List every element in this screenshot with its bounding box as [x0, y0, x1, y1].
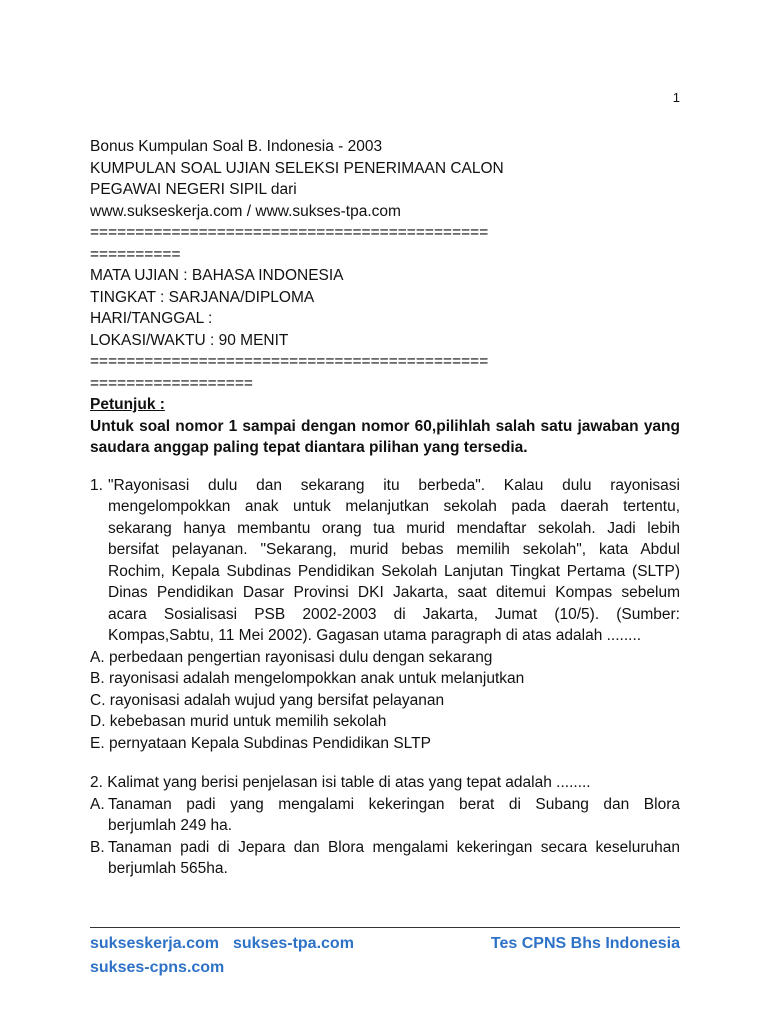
answer-option: A. perbedaan pengertian rayonisasi dulu dengan sekarang: [90, 648, 493, 666]
question-2: [90, 772, 680, 880]
instructions-text: [90, 416, 680, 459]
header-line-2: KUMPULAN SOAL UJIAN SELEKSI PENERIMAAN CALON: [90, 159, 504, 177]
separator-line: ============================================: [90, 353, 489, 370]
exam-subject: MATA UJIAN : BAHASA INDONESIA: [90, 267, 344, 284]
footer-row: [90, 932, 680, 956]
exam-location-time: LOKASI/WAKTU : 90 MENIT: [90, 331, 289, 349]
exam-level: TINGKAT : SARJANA/DIPLOMA: [90, 288, 315, 306]
question-1-line: bersifat pelayanan. "Sekarang, murid bebas memilih sekolah", kata Abdul: [108, 541, 680, 558]
instructions-title: Petunjuk :: [90, 396, 165, 413]
option-letter: B.: [90, 838, 105, 856]
question-1-line: Rochim, Kepala Subdinas Pendidikan Sekolah Lanjutan Tingkat Pertama (SLTP): [108, 562, 680, 580]
footer-site-sukses-cpns[interactable]: sukses-cpns.com: [90, 959, 225, 976]
question-number: 1.: [90, 476, 103, 494]
answer-option: E. pernyataan Kepala Subdinas Pendidikan SLTP: [90, 734, 431, 752]
question-2-stem: 2. Kalimat yang berisi penjelasan isi table di atas yang tepat adalah ........: [90, 774, 591, 791]
separator-line: ==================: [90, 374, 253, 392]
option-line: berjumlah 249 ha.: [108, 817, 233, 834]
option-line: Tanaman padi di Jepara dan Blora mengalami kekeringan secara keseluruhan: [108, 838, 680, 856]
footer-site-sukses-tpa[interactable]: sukses-tpa.com: [232, 935, 354, 952]
question-1-line: sekarang hanya membantu orang tua murid mendaftar sekolah. Jadi lebih: [108, 519, 680, 537]
answer-option-a: [90, 794, 680, 837]
header-line-1: Bonus Kumpulan Soal B. Indonesia - 2003: [90, 138, 383, 155]
footer-links: [90, 932, 354, 956]
header-line-3: PEGAWAI NEGERI SIPIL dari: [90, 181, 297, 198]
instructions-line: Untuk soal nomor 1 sampai dengan nomor 60,pilihlah salah satu jawaban yang: [90, 417, 680, 435]
answer-option: C. rayonisasi adalah wujud yang bersifat pelayanan: [90, 691, 445, 709]
question-1-line: acara Sosialisasi PSB 2002-2003 di Jakarta, Jumat (10/5). (Sumber:: [108, 605, 680, 623]
answer-option: B. rayonisasi adalah mengelompokkan anak untuk melanjutkan: [90, 670, 525, 687]
question-1-stem: [90, 475, 680, 647]
option-text: [108, 794, 680, 837]
page-content: [90, 136, 680, 880]
answer-option-b: [90, 837, 680, 880]
footer-document-title: Tes CPNS Bhs Indonesia: [490, 935, 680, 952]
question-1: [90, 475, 680, 755]
option-line: berjumlah 565ha.: [108, 860, 228, 877]
option-line: Tanaman padi yang mengalami kekeringan berat di Subang dan Blora: [108, 795, 680, 813]
spacer: [90, 459, 680, 475]
question-1-line: [90, 475, 680, 497]
question-1-text: "Rayonisasi dulu dan sekarang itu berbeda". Kalau dulu rayonisasi: [108, 476, 680, 494]
option-text: [108, 837, 680, 880]
question-1-line: Dinas Pendidikan Dasar Provinsi DKI Jakarta, saat ditemui Kompas sebelum: [108, 584, 680, 601]
spacer: [90, 754, 680, 772]
question-1-line: Kompas,Sabtu, 11 Mei 2002). Gagasan utama paragraph di atas adalah ........: [108, 627, 642, 644]
exam-day: HARI/TANGGAL :: [90, 310, 213, 327]
footer-site-sukseskerja[interactable]: sukseskerja.com: [90, 935, 219, 952]
question-1-line: mengelompokkan anak untuk melanjutkan sekolah pada daerah tertentu,: [108, 498, 680, 515]
header-line-4: www.sukseskerja.com / www.sukses-tpa.com: [90, 202, 401, 220]
answer-option: D. kebebasan murid untuk memilih sekolah: [90, 713, 387, 730]
page-number: 1: [672, 90, 680, 105]
instructions-line: saudara anggap paling tepat diantara pilihan yang tersedia.: [90, 439, 528, 456]
separator-line: ==========: [90, 245, 181, 263]
footer-divider: [90, 927, 680, 928]
separator-line: ============================================: [90, 224, 489, 241]
page-footer: [90, 932, 680, 980]
option-letter: A.: [90, 795, 105, 813]
